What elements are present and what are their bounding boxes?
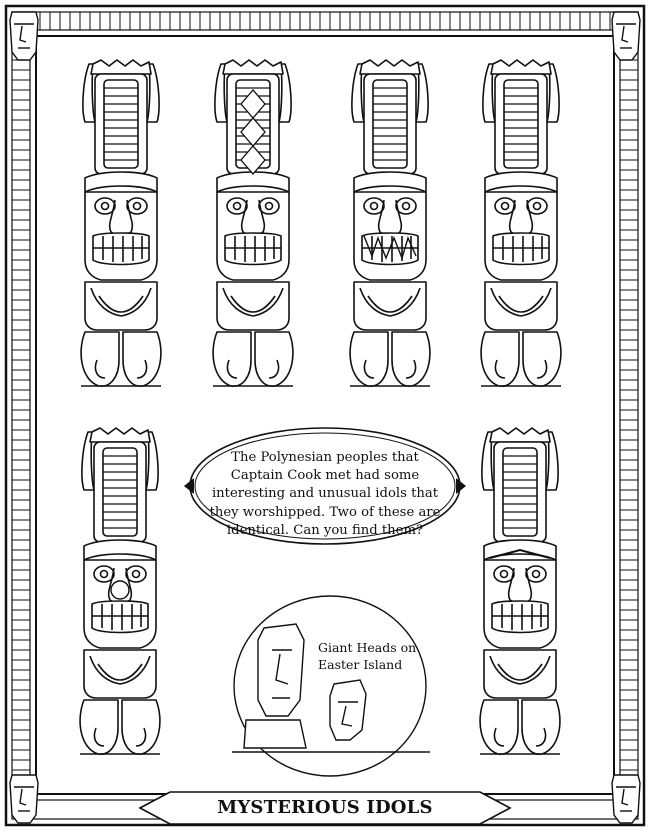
- idol-4: [481, 60, 561, 386]
- idol-5: [80, 428, 160, 754]
- easter-island-scene: [232, 596, 430, 776]
- idol-3: [350, 60, 430, 386]
- idol-1: [81, 60, 161, 386]
- page-title: MYSTERIOUS IDOLS: [217, 797, 433, 818]
- idol-6: [480, 428, 560, 754]
- info-text: The Polynesian peoples that Captain Cook met had some interesting and unusual idols that they worshipped. Two of these are identical. Can you find them?: [209, 450, 441, 538]
- idol-2: [213, 60, 293, 386]
- easter-island-caption: Giant Heads on Easter Island: [318, 640, 417, 672]
